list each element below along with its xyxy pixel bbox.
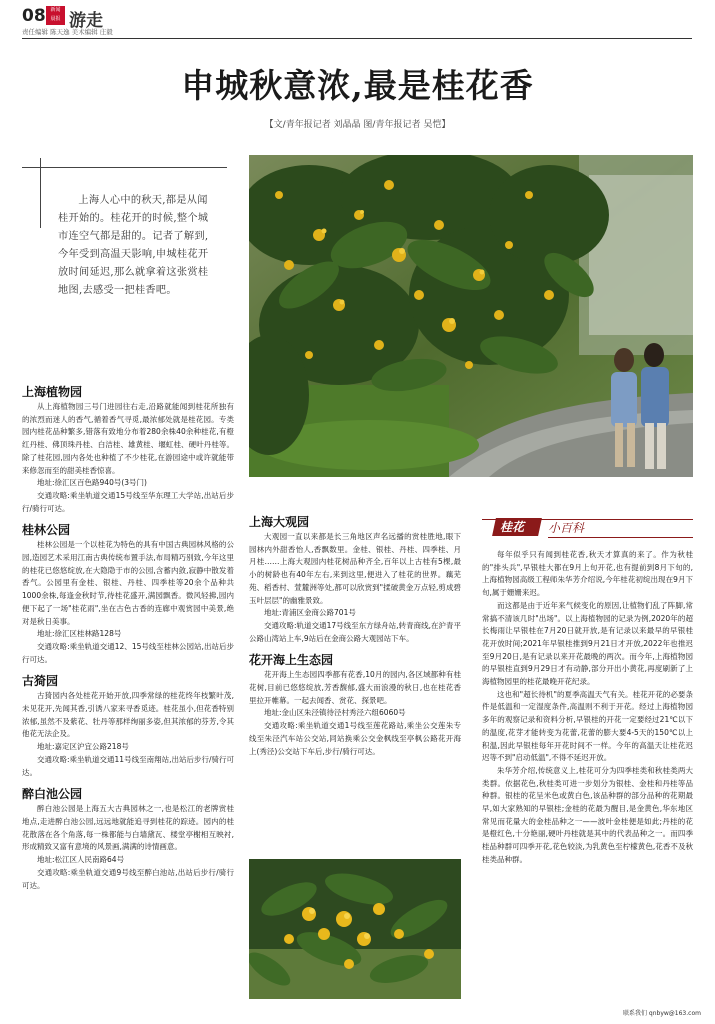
section-address-guilin: 地址:徐汇区桂林路128号 bbox=[37, 629, 122, 639]
section-body-zuibaichi: 醉白池公园是上海五大古典园林之一,也是松江的老牌赏桂地点,走进醉白池公园,远远地就能追寻到桂花的踪迹。园内的桂花散落在各个角落,每一株都能与白墙黛瓦、楼堂亭榭相互映衬,形成精致又富有意境的风景画,满满的诗情画意。 bbox=[22, 804, 234, 852]
intro-frame-horizontal bbox=[22, 167, 227, 168]
section-transport-guilin: 交通攻略:乘坐轨道交通12、15号线至桂林公园站,出站后步行可达。 bbox=[22, 641, 234, 664]
section-transport-eco: 交通攻略:乘坐轨道交通1号线至莲花路站,乘坐公交莲朱专线至朱泾汽车站公交站,同站换乘公交金枫线至亭枫公路花开海上(秀泾)公交站下车后,步行/骑行可达。 bbox=[249, 721, 461, 756]
section-address-zuibaichi: 地址:松江区人民南路64号 bbox=[37, 855, 125, 865]
sidebar-paragraph: 每年似乎只有闻到桂花香,秋天才算真的来了。作为秋桂的"排头兵",早银桂大都在9月上旬开花,也有提前到8月下旬的,上海植物园高级工程师朱华芳介绍说,今年桂花初绽出现在9月下旬,属于姗姗来迟。 bbox=[482, 550, 693, 598]
section-title-botanical: 上海植物园 bbox=[22, 385, 83, 399]
section-title-zuibaichi: 醉白池公园 bbox=[22, 787, 83, 802]
contact-footer: 联系我们 qnbyw@163.com bbox=[623, 1010, 701, 1017]
sidebar-heading bbox=[482, 514, 693, 538]
editors-credit: 责任编辑 陈天逸 美术编辑 庄毅 bbox=[22, 28, 113, 36]
section-transport-daguan: 交通攻略:轨道交通17号线至东方绿舟站,转青商线,在沪青平公路山湾站上车,9站后在金商公路大观园站下车。 bbox=[249, 620, 461, 643]
section-transport-zuibaichi: 交通攻略:乘坐轨道交通9号线至醉白池站,出站后步行/骑行可达。 bbox=[22, 867, 234, 890]
newspaper-logo: 新闻 晨报 bbox=[46, 6, 65, 25]
small-photo-osmanthus bbox=[249, 859, 461, 999]
column-right-sidebar bbox=[482, 549, 693, 867]
intro-frame-vertical bbox=[40, 158, 41, 228]
section-title-daguan: 上海大观园 bbox=[249, 515, 310, 529]
section-body-guyi: 古猗园内各处桂花开始开放,四季常绿的桂花终年枝繁叶茂,未见花开,先闻其香,引诱八家来寻香觅迹。桂花虽小,但花香特别浓郁,虽然不及紫花、牡丹等那样绚丽多姿,但其浓郁的芬芳,令其他花无法企及。 bbox=[22, 691, 234, 739]
byline: 【文/青年报记者 刘晶晶 图/青年报记者 吴恺】 bbox=[264, 120, 451, 130]
section-transport-botanical: 交通攻略:乘坐轨道交通15号线至华东理工大学站,出站后步行/骑行可达。 bbox=[22, 490, 234, 513]
section-title-guyi: 古猗园 bbox=[22, 674, 59, 689]
section-body-daguan: 大观园一直以来都是长三角地区声名远播的赏桂胜地,眼下园林内外甜香怡人,香飘数里。金桂、银桂、丹桂、四季桂、月月桂……上海大观园内桂花树品种齐全,百年以上古桂有5棵,最小的树龄也有40年左右,来到这里,便进入了桂花的世界。藕芜苑、稻香村、萱麓洲等处,都可以欣赏到"揉破黄金万点轻,剪成碧玉叶层层"的幽雅景致。 bbox=[249, 532, 461, 605]
sidebar-paragraph: 朱华芳介绍,传统意义上,桂花可分为四季桂类和秋桂类两大类群。依据花色,秋桂类可进一步划分为银桂、金桂和丹桂等品种群。银桂的花呈米色或黄白色,该品种群的部分品种的花期最早,如大家熟知的早银桂;金桂的花最为醒目,是金黄色,华东地区常见而花量大的金桂品种之一——波叶金桂便是如此;丹桂的花是橙红色,十分艳丽,硬叶丹桂就是其中的代表品种之一。而四季桂品种群可四季开花,花色较淡,为乳黄色至柠檬黄色,花香不及秋桂类品种群。 bbox=[482, 765, 693, 864]
section-address-eco: 地址:金山区朱泾镇待泾村秀泾六组6060号 bbox=[264, 708, 406, 718]
header-divider bbox=[22, 38, 692, 39]
section-address-guyi: 地址:嘉定区沪宜公路218号 bbox=[37, 742, 129, 752]
section-title-eco: 花开海上生态园 bbox=[249, 653, 334, 668]
section-body-guilin: 桂林公园是一个以桂花为特色的具有中国古典园林风格的公园,造园艺术采用江南古典传统布置手法,布局精巧别致,今年这里的桂花已悠悠绽放,在大隐隐于市的公园,含蓄内敛,寂静中散发着香气。公园里有金桂、银桂、丹桂、四季桂等20余个品种共1000余株,每逢金秋时节,待桂花盛开,满园飘香。微风轻拂,园内便下起了一场"桂花雨",坐在古色古香的连廊中观赏园中美景,绝对是秋日美事。 bbox=[22, 540, 234, 626]
section-address-daguan: 地址:青浦区金商公路701号 bbox=[264, 608, 356, 618]
sidebar-paragraph: 而这都是由于近年来气候变化的原因,让植物们乱了阵脚,常常搞不清该几时"出场"。以上海植物园的记录为例,2020年的超长梅雨让早银桂在7月20日就开放,是有记录以来最早的早银桂花开放时间;2021年早银桂推到9月21日才开放,2022年也推迟至9月20日,是有记录以来开花最晚的两次。而今年,上海植物园的早银桂直到9月29日才有动静,部分开出小黄花,再度刷新了上海植物园里的桂花最晚开花纪录。 bbox=[482, 600, 693, 687]
column-left bbox=[22, 383, 234, 892]
page-number: 08 bbox=[22, 6, 46, 26]
column-middle bbox=[249, 513, 461, 758]
section-body-botanical: 从上海植物园三号门进园往右走,沿路就能闻到桂花所独有的浓烈而迷人的香气,循着香气寻觅,最浓郁处就是桂花园。专类园内桂花品种繁多,错落有致地分布着280余株40余种桂花,有橙红丹桂、佛顶珠丹桂、白洁桂、雄黄桂、堰虹桂、硬叶丹桂等。除了桂花园,园内各处也种植了不少桂花,在游园途中或许就能带来修忽而至的甜美桂香惊喜。 bbox=[22, 402, 234, 475]
main-photo-osmanthus-couple bbox=[249, 155, 693, 477]
section-body-eco: 花开海上生态园四季都有花香,10月的园内,各区域都种有桂花树,目前已悠悠绽放,芳香馥郁,盛大而浪漫的秋日,也在桂花香里拉开帷幕。一起去闻香、赏花、探景吧。 bbox=[249, 670, 461, 705]
sidebar-tag: 桂花 bbox=[500, 520, 525, 534]
section-transport-guyi: 交通攻略:乘坐轨道交通11号线至南翔站,出站后步行/骑行可达。 bbox=[22, 754, 234, 777]
section-name: 游走 bbox=[69, 11, 103, 31]
section-address-botanical: 地址:徐汇区百色路940号(3号门) bbox=[37, 478, 147, 488]
sidebar-subtitle-underline bbox=[548, 537, 693, 538]
sidebar-subtitle: 小百科 bbox=[548, 521, 585, 535]
sidebar-paragraph: 这也和"超长待机"的夏季高温天气有关。桂花开花的必要条件是低温和一定湿度条件,高温则不利于开花。经过上海植物园多年的观察记录和资料分析,早银桂的开花一定要经过21℃以下的温度,花芽才能转变为花蕾,花蕾的膨大要4-5天的150℃以上积温,因此早银桂每年开花时间不一样。今年的高温天让桂花迟迟等不到"启动低温",不得不延迟开放。 bbox=[482, 689, 693, 763]
section-title-guilin: 桂林公园 bbox=[22, 523, 71, 538]
intro-paragraph: 上海人心中的秋天,都是从闻桂开始的。桂花开的时候,整个城市连空气都是甜的。记者了解到,今年受到高温天影响,申城桂花开放时间延迟,那么就拿着这张赏桂地图,去感受一把桂香吧。 bbox=[58, 195, 209, 296]
headline: 申城秋意浓,最是桂花香 bbox=[181, 66, 534, 105]
